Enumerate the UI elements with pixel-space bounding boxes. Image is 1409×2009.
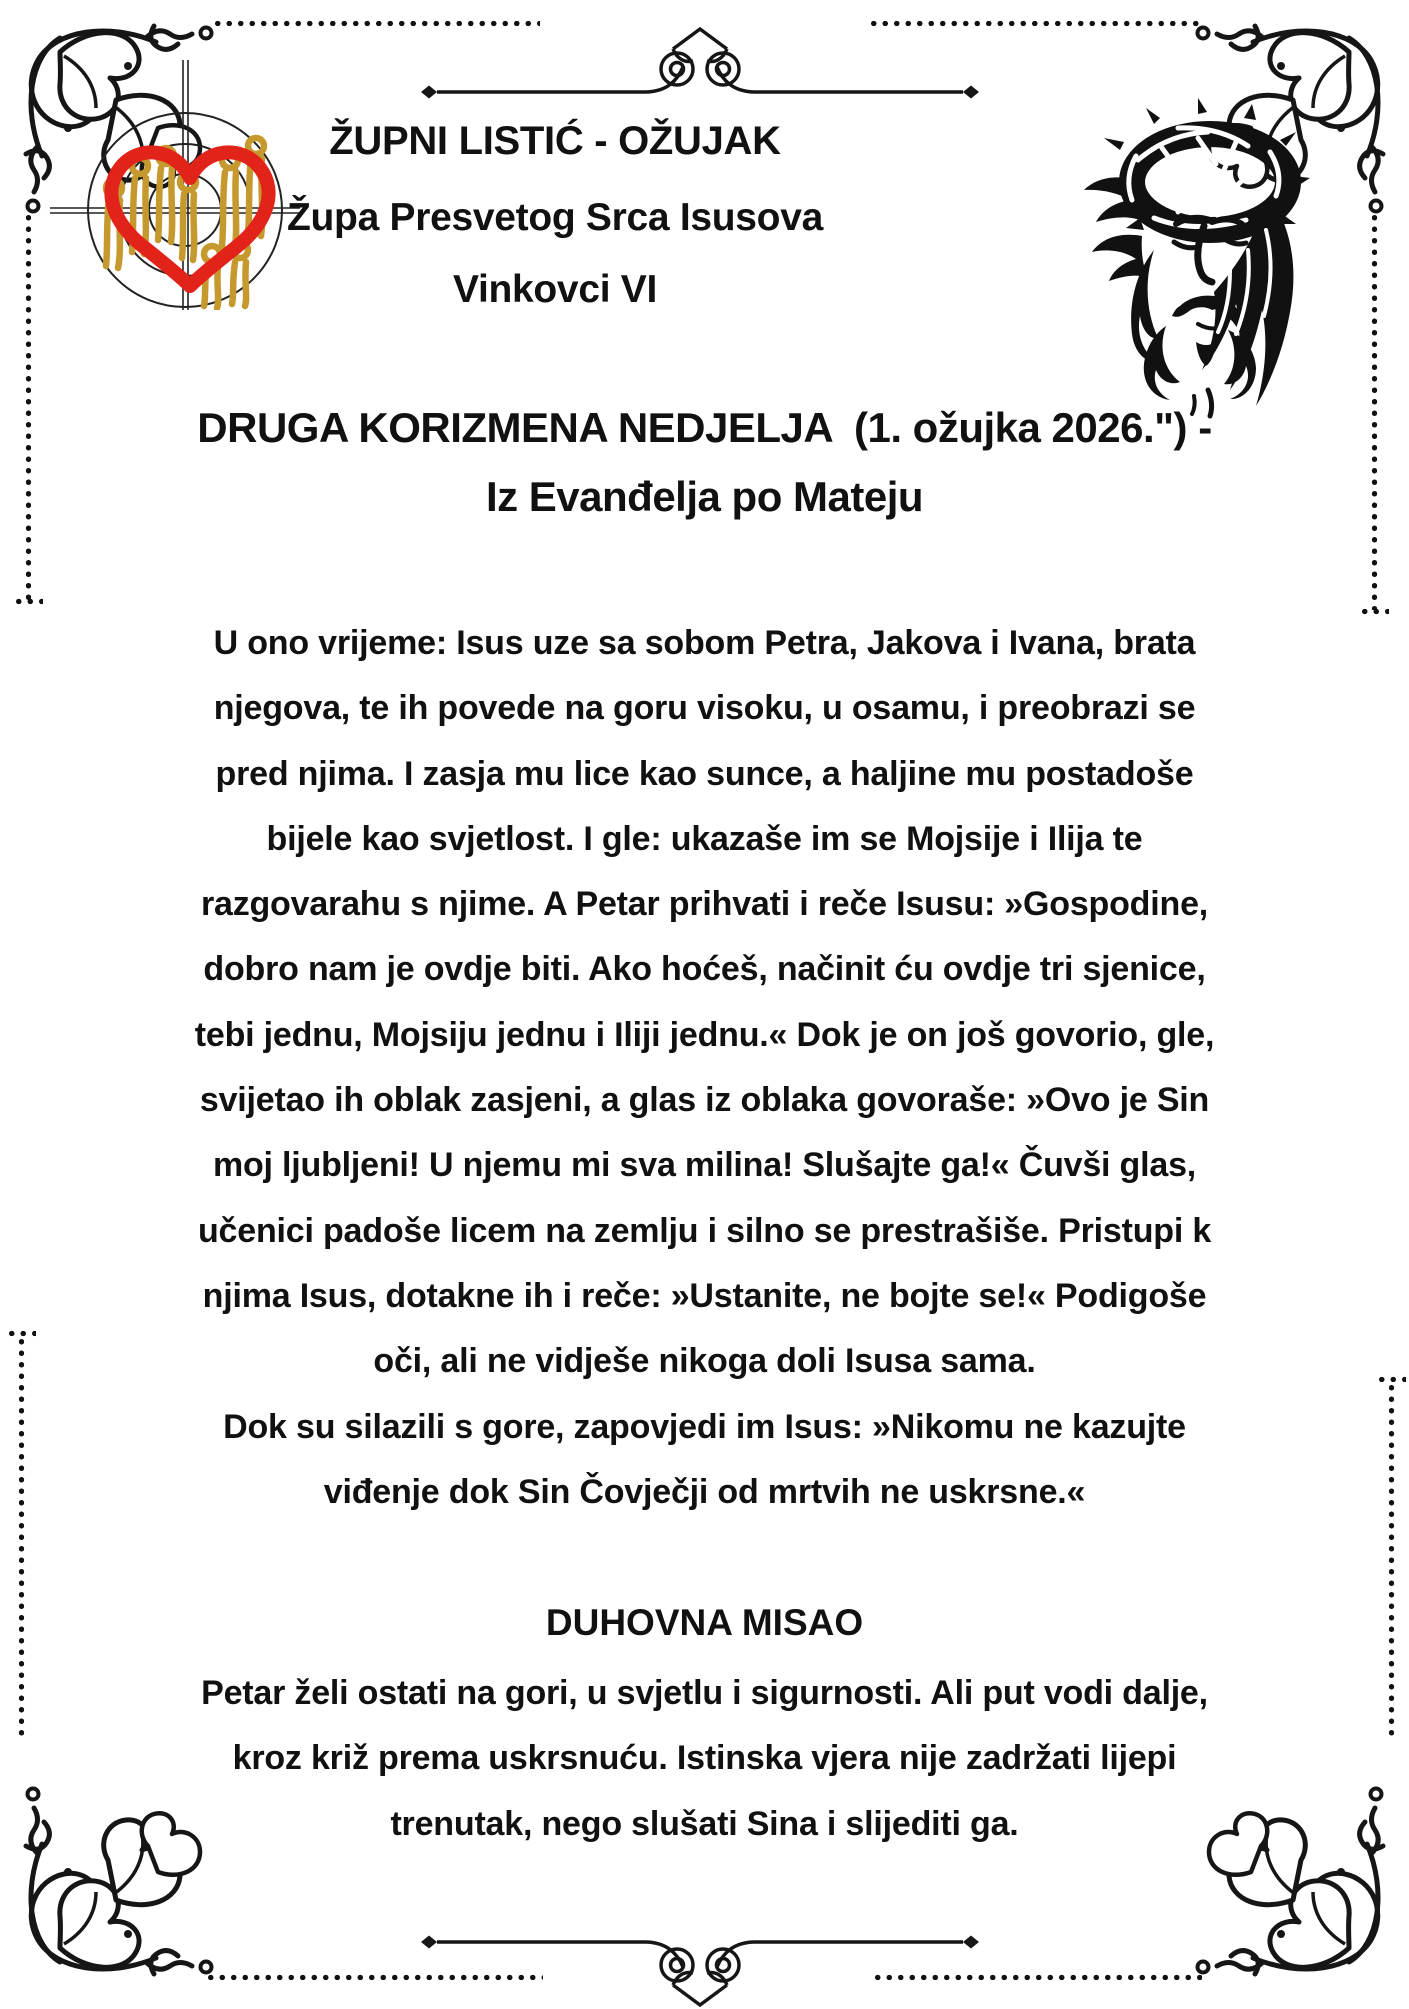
- gospel-line: pred njima. I zasja mu lice kao sunce, a haljine mu postadoše: [215, 754, 1194, 793]
- scroll-divider-icon: [415, 25, 985, 100]
- parish-name: Župa Presvetog Srca Isusova: [287, 196, 823, 239]
- bulletin-title: ŽUPNI LISTIĆ - OŽUJAK: [329, 119, 781, 163]
- gospel-line: tebi jednu, Mojsiju jednu i Iliji jednu.« Dok je on još govorio, gle,: [194, 1015, 1215, 1054]
- reflection-line: Petar želi ostati na gori, u svjetlu i sigurnosti. Ali put vodi dalje,: [201, 1674, 1208, 1712]
- reflection-line: trenutak, nego slušati Sina i slijediti ga.: [390, 1804, 1019, 1843]
- gospel-line: viđenje dok Sin Čovječji od mrtvih ne uskrsne.«: [323, 1472, 1086, 1511]
- gospel-source-heading: Iz Evanđelja po Mateju: [485, 473, 924, 520]
- gospel-line: U ono vrijeme: Isus uze sa sobom Petra, Jakova i Ivana, brata: [213, 624, 1196, 662]
- reflection-heading: DUHOVNA MISAO: [545, 1602, 864, 1643]
- gospel-line: njegova, te ih povede na goru visoku, u osamu, i preobrazi se: [213, 689, 1196, 728]
- gospel-line: dobro nam je ovdje biti. Ako hoćeš, načinit ću ovdje tri sjenice,: [203, 950, 1206, 989]
- gospel-line: njima Isus, dotakne ih i reče: »Ustanite, ne bojte se!« Podigoše: [202, 1276, 1207, 1315]
- reflection-line: kroz križ prema uskrsnuću. Istinska vjera nije zadržati lijepi: [232, 1739, 1177, 1778]
- gospel-line: bijele kao svjetlost. I gle: ukazaše im se Mojsije i Ilija te: [266, 819, 1143, 858]
- gospel-line: svijetao ih oblak zasjeni, a glas iz oblaka govoraše: »Ovo je Sin: [199, 1081, 1210, 1120]
- gospel-line: Dok su silazili s gore, zapovjedi im Isus: »Nikomu ne kazujte: [223, 1407, 1186, 1446]
- gospel-line: razgovarahu s njime. A Petar prihvati i reče Isusu: »Gospodine,: [200, 885, 1209, 924]
- reflection-text: [0, 1661, 1409, 1857]
- border-dotted-cap: [13, 598, 43, 605]
- gospel-text: [0, 611, 1409, 1525]
- parish-city: Vinkovci VI: [452, 268, 658, 311]
- scroll-divider-icon: [415, 1934, 985, 2009]
- gospel-line: moj ljubljeni! U njemu mi sva milina! Slušajte ga!« Čuvši glas,: [212, 1146, 1197, 1185]
- gospel-line: učenici padoše licem na zemlju i silno se prestrašiše. Pristupi k: [197, 1211, 1212, 1250]
- sunday-heading: DRUGA KORIZMENA NEDJELJA (1. ožujka 2026.") -: [197, 404, 1212, 451]
- jesus-crown-of-thorns: [1058, 90, 1320, 420]
- gospel-line: oči, ali ne vidješe nikoga doli Isusa sama.: [373, 1342, 1036, 1381]
